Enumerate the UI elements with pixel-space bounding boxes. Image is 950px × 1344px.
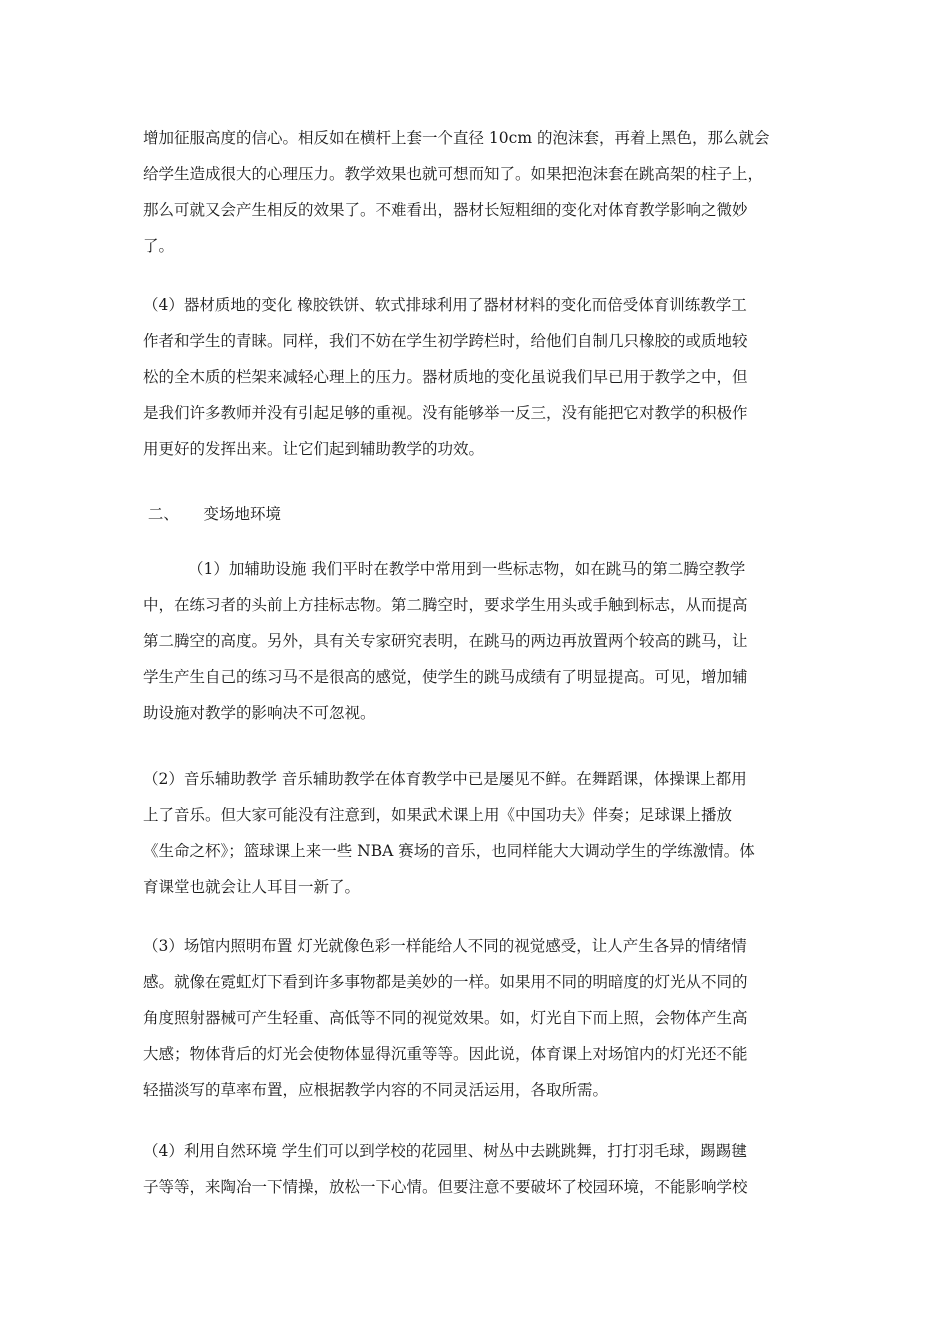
text-line: （4）利用自然环境 学生们可以到学校的花园里、树丛中去跳跳舞，打打羽毛球，踢踢毽 [143, 1142, 747, 1160]
paragraph-lighting [143, 928, 807, 1108]
paragraph-music-teaching [143, 761, 807, 905]
text-line: 角度照射器械可产生轻重、高低等不同的视觉效果。如，灯光自下而上照，会物体产生高 [143, 1009, 748, 1027]
text-line: （1）加辅助设施 我们平时在教学中常用到一些标志物，如在跳马的第二腾空教学 [188, 560, 746, 578]
text-line: 中，在练习者的头前上方挂标志物。第二腾空时，要求学生用头或手触到标志，从而提高 [143, 596, 748, 614]
text-line: 助设施对教学的影响决不可忽视。 [143, 704, 376, 722]
text-line: 作者和学生的青睐。同样，我们不妨在学生初学跨栏时，给他们自制几只橡胶的或质地较 [143, 332, 748, 350]
text-line: 上了音乐。但大家可能没有注意到，如果武术课上用《中国功夫》伴奏；足球课上播放 [143, 806, 733, 824]
paragraph-auxiliary-facilities [143, 551, 807, 731]
text-line: 第二腾空的高度。另外，具有关专家研究表明，在跳马的两边再放置两个较高的跳马，让 [143, 632, 748, 650]
text-line: 大感；物体背后的灯光会使物体显得沉重等等。因此说，体育课上对场馆内的灯光还不能 [143, 1045, 748, 1063]
text-line: 增加征服高度的信心。相反如在横杆上套一个直径 10cm 的泡沫套，再着上黑色，那么就会 [143, 129, 770, 147]
text-line: 用更好的发挥出来。让它们起到辅助教学的功效。 [143, 440, 485, 458]
text-line: 给学生造成很大的心理压力。教学效果也就可想而知了。如果把泡沫套在跳高架的柱子上， [143, 165, 764, 183]
text-line: 是我们许多教师并没有引起足够的重视。没有能够举一反三，没有能把它对教学的积极作 [143, 404, 748, 422]
text-line: 子等等，来陶冶一下情操，放松一下心情。但要注意不要破坏了校园环境，不能影响学校 [143, 1178, 748, 1196]
text-line: 松的全木质的栏架来减轻心理上的压力。器材质地的变化虽说我们早已用于教学之中，但 [143, 368, 748, 386]
text-line: 轻描淡写的草率布置，应根据教学内容的不同灵活运用，各取所需。 [143, 1081, 609, 1099]
paragraph-equipment-material [143, 287, 807, 467]
section-heading: 二、 变场地环境 [143, 505, 282, 523]
paragraph-equipment-size [143, 120, 807, 264]
text-line: 了。 [143, 237, 175, 255]
text-line: 那么可就又会产生相反的效果了。不难看出，器材长短粗细的变化对体育教学影响之微妙 [143, 201, 748, 219]
text-line: 《生命之杯》；篮球课上来一些 NBA 赛场的音乐，也同样能大大调动学生的学练激情。体 [143, 842, 755, 860]
paragraph-natural-environment [143, 1133, 807, 1205]
text-line: （2）音乐辅助教学 音乐辅助教学在体育教学中已是屡见不鲜。在舞蹈课，体操课上都用 [143, 770, 747, 788]
text-line: 感。就像在霓虹灯下看到许多事物都是美妙的一样。如果用不同的明暗度的灯光从不同的 [143, 973, 748, 991]
text-line: （3）场馆内照明布置 灯光就像色彩一样能给人不同的视觉感受，让人产生各异的情绪情 [143, 937, 747, 955]
text-line: 学生产生自己的练习马不是很高的感觉，使学生的跳马成绩有了明显提高。可见，增加辅 [143, 668, 748, 686]
text-line: （4）器材质地的变化 橡胶铁饼、软式排球利用了器材材料的变化而倍受体育训练教学工 [143, 296, 747, 314]
text-line: 育课堂也就会让人耳目一新了。 [143, 878, 361, 896]
